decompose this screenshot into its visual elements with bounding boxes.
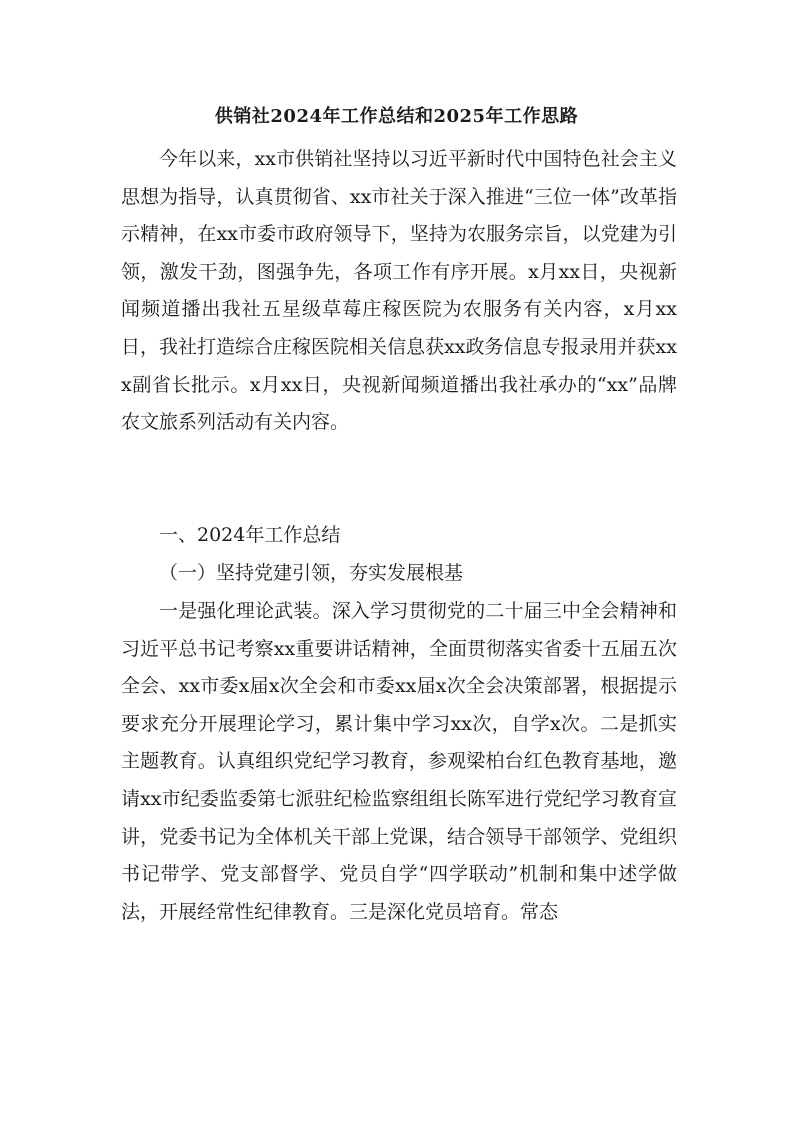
- subsection-heading: （一）坚持党建引领，夯实发展根基: [159, 562, 464, 584]
- document-title: 供销社2024年工作总结和2025年工作思路: [214, 106, 579, 127]
- section-heading: 一、2024年工作总结: [159, 524, 341, 546]
- intro-paragraph: 今年以来，xx市供销社坚持以习近平新时代中国特色社会主义思想为指导，认真贯彻省、xx市社关于深入推进“三位一体”改革指示精神，在xx市委市政府领导下，坚持为农服务宗旨，以党建为引领，激发干劲，图强争先，各项工作有序开展。x月xx日，央视新闻频道播出我社五星级草莓庄稼医院为农服务有关内容，x月xx日，我社打造综合庄稼医院相关信息获xx政务信息专报录用并获xxx副省长批示。x月xx日，央视新闻频道播出我社承办的“xx”品牌农文旅系列活动有关内容。: [121, 148, 677, 434]
- body-paragraph: 一是强化理论武装。深入学习贯彻党的二十届三中全会精神和习近平总书记考察xx重要讲话精神，全面贯彻落实省委十五届五次全会、xx市委x届x次全会和市委xx届x次全会决策部署，根据提示要求充分开展理论学习，累计集中学习xx次，自学x次。二是抓实主题教育。认真组织党纪学习教育，参观梁柏台红色教育基地，邀请xx市纪委监委第七派驻纪检监察组组长陈军进行党纪学习教育宣讲，党委书记为全体机关干部上党课，结合领导干部领学、党组织书记带学、党支部督学、党员自学“四学联动”机制和集中述学做法，开展经常性纪律教育。三是深化党员培育。常态: [121, 600, 677, 923]
